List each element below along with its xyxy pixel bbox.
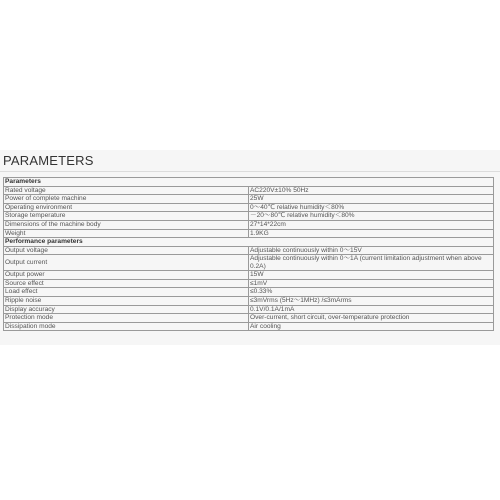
table-row [4,255,494,271]
param-label: Output power [4,271,249,280]
param-label: Ripple noise [4,296,249,305]
table-row [4,229,494,238]
param-label: Source effect [4,279,249,288]
param-value: Adjustable continuously within 0～15V [249,246,494,255]
title-divider [0,171,500,172]
table-row [4,212,494,221]
page-title: PARAMETERS [3,153,94,168]
param-label: Dissipation mode [4,322,249,331]
table-row [4,314,494,323]
param-label: Power of complete machine [4,195,249,204]
param-label: Operating environment [4,203,249,212]
param-value: 15W [249,271,494,280]
table-section-header [4,238,494,247]
table-section-header [4,178,494,187]
table-row [4,195,494,204]
param-value: ≤1mV [249,279,494,288]
param-label: Output voltage [4,246,249,255]
table-row [4,288,494,297]
param-value: 27*14*22cm [249,220,494,229]
table-row [4,203,494,212]
table-row [4,296,494,305]
param-value: 25W [249,195,494,204]
table-row [4,220,494,229]
param-value: 0～40℃ relative humidity＜80% [249,203,494,212]
section-title: Performance parameters [4,238,494,247]
param-value: Over-current, short circuit, over-temperature protection [249,314,494,323]
param-label: Rated voltage [4,186,249,195]
param-value: 0.1V/0.1A/1mA [249,305,494,314]
table-row [4,322,494,331]
param-value: ≤3mVrms (5Hz～1MHz) /≤3mArms [249,296,494,305]
table-row [4,246,494,255]
param-label: Weight [4,229,249,238]
table-row [4,186,494,195]
param-label: Load effect [4,288,249,297]
param-value: Adjustable continuously within 0～1A (current limitation adjustment when above 0.2A) [249,255,494,271]
param-value: 1.9KG [249,229,494,238]
table-row [4,271,494,280]
param-value: Air cooling [249,322,494,331]
param-value: －20～80℃ relative humidity＜80% [249,212,494,221]
param-value: AC220V±10% 50Hz [249,186,494,195]
parameters-table [3,177,494,331]
param-label: Protection mode [4,314,249,323]
param-label: Dimensions of the machine body [4,220,249,229]
param-label: Output current [4,255,249,271]
table-row [4,305,494,314]
table-row [4,279,494,288]
param-value: ≤0.33% [249,288,494,297]
param-label: Storage temperature [4,212,249,221]
param-label: Display accuracy [4,305,249,314]
section-title: Parameters [4,178,494,187]
